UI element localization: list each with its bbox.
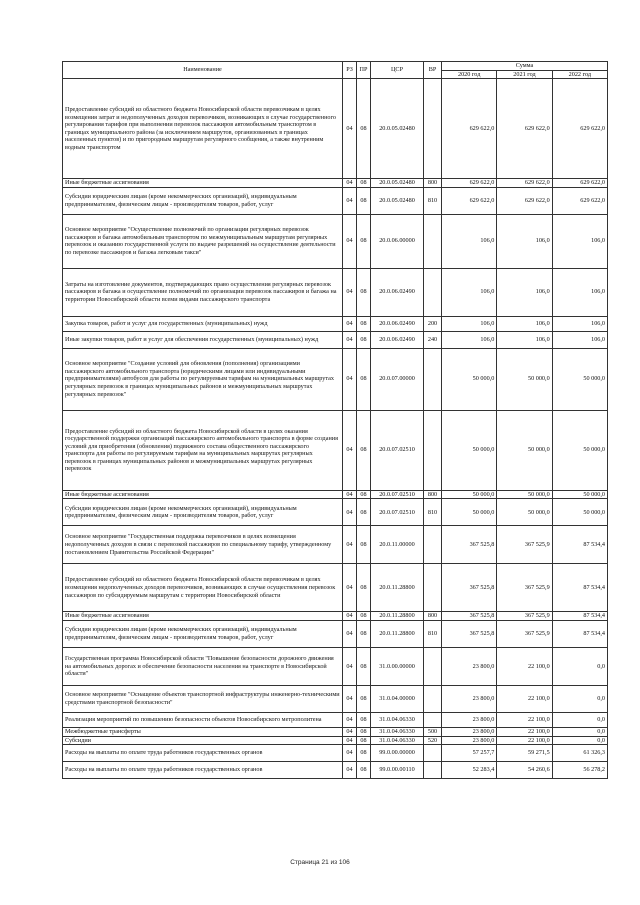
- table-row: [63, 187, 608, 214]
- cell-pr: 08: [357, 490, 371, 499]
- cell-2022: 629 622,0: [552, 187, 607, 214]
- cell-2020: 50 000,0: [442, 490, 497, 499]
- cell-csr: 20.0.07.02510: [371, 490, 424, 499]
- cell-rz: 04: [343, 79, 357, 179]
- cell-2021: 50 000,0: [497, 410, 552, 490]
- cell-2022: 0,0: [552, 685, 607, 712]
- cell-rz: 04: [343, 620, 357, 647]
- cell-2020: 52 283,4: [442, 762, 497, 779]
- cell-rz: 04: [343, 490, 357, 499]
- table-row: [63, 745, 608, 762]
- cell-vr: 800: [424, 179, 442, 188]
- cell-2021: 367 525,9: [497, 564, 552, 612]
- cell-pr: 08: [357, 736, 371, 745]
- cell-pr: 08: [357, 612, 371, 621]
- header-csr: ЦСР: [371, 62, 424, 79]
- cell-rz: 04: [343, 647, 357, 685]
- cell-2020: 629 622,0: [442, 187, 497, 214]
- cell-vr: 500: [424, 727, 442, 736]
- cell-vr: 200: [424, 316, 442, 331]
- table-row: [63, 620, 608, 647]
- table-row: [63, 499, 608, 526]
- cell-name: Предоставление субсидий из областного бюджета Новосибирской области в целях оказания государственной поддержки организаций пассажирского автомобильного транспорта в форме создания условий для приобретения (обновления) подвижного состава общественного пассажирского транспорта для работы по регулируемым тарифам на муниципальных маршрутах регулярных перевозок в границах муниципальных районов и межмуниципальных маршрутах регулярных перевозок: [63, 410, 343, 490]
- cell-csr: 20.0.11.00000: [371, 526, 424, 564]
- cell-pr: 08: [357, 526, 371, 564]
- cell-2022: 106,0: [552, 268, 607, 316]
- cell-2021: 106,0: [497, 316, 552, 331]
- cell-2020: 23 800,0: [442, 736, 497, 745]
- table-row: [63, 712, 608, 727]
- cell-name: Субсидии юридическим лицам (кроме некоммерческих организаций), индивидуальным предпринимателям, физическим лицам - производителям товаров, работ, услуг: [63, 499, 343, 526]
- cell-vr: 520: [424, 736, 442, 745]
- cell-2022: 0,0: [552, 647, 607, 685]
- table-row: [63, 316, 608, 331]
- cell-2020: 23 800,0: [442, 712, 497, 727]
- cell-pr: 08: [357, 331, 371, 348]
- cell-vr: [424, 685, 442, 712]
- cell-2021: 629 622,0: [497, 179, 552, 188]
- cell-rz: 04: [343, 499, 357, 526]
- cell-rz: 04: [343, 745, 357, 762]
- cell-2021: 50 000,0: [497, 348, 552, 410]
- cell-2022: 629 622,0: [552, 179, 607, 188]
- cell-2021: 50 000,0: [497, 499, 552, 526]
- cell-name: Межбюджетные трансферты: [63, 727, 343, 736]
- cell-2020: 23 800,0: [442, 727, 497, 736]
- cell-vr: [424, 745, 442, 762]
- cell-2020: 23 800,0: [442, 647, 497, 685]
- cell-2020: 23 800,0: [442, 685, 497, 712]
- table-row: [63, 762, 608, 779]
- header-rz: РЗ: [343, 62, 357, 79]
- cell-rz: 04: [343, 612, 357, 621]
- cell-2021: 22 100,0: [497, 647, 552, 685]
- cell-vr: [424, 214, 442, 268]
- cell-2020: 367 525,8: [442, 526, 497, 564]
- cell-csr: 20.0.05.02480: [371, 187, 424, 214]
- cell-vr: [424, 79, 442, 179]
- table-row: [63, 268, 608, 316]
- cell-name: Иные бюджетные ассигнования: [63, 612, 343, 621]
- cell-csr: 20.0.06.02490: [371, 331, 424, 348]
- cell-2020: 106,0: [442, 316, 497, 331]
- cell-2021: 54 260,6: [497, 762, 552, 779]
- header-year-2020: 2020 год: [442, 70, 497, 79]
- header-year-2022: 2022 год: [552, 70, 607, 79]
- table-row: [63, 331, 608, 348]
- cell-2022: 87 534,4: [552, 620, 607, 647]
- table-row: [63, 727, 608, 736]
- cell-pr: 08: [357, 348, 371, 410]
- cell-2021: 367 525,9: [497, 526, 552, 564]
- cell-name: Субсидии: [63, 736, 343, 745]
- cell-2022: 50 000,0: [552, 499, 607, 526]
- cell-name: Субсидии юридическим лицам (кроме некоммерческих организаций), индивидуальным предпринимателям, физическим лицам - производителям товаров, работ, услуг: [63, 620, 343, 647]
- cell-csr: 20.0.07.00000: [371, 348, 424, 410]
- cell-rz: 04: [343, 179, 357, 188]
- cell-2022: 50 000,0: [552, 348, 607, 410]
- cell-2020: 50 000,0: [442, 499, 497, 526]
- cell-name: Основное мероприятие "Создание условий для обновления (пополнения) организациями пассажирского автомобильного транспорта (юридическими лицами или индивидуальными предпринимателями) автобусов для работы по регулируемым тарифам на муниципальных маршрутах регулярных перевозок в границах муниципальных районов и межмуниципальных маршрутах регулярных перевозок": [63, 348, 343, 410]
- cell-2022: 0,0: [552, 736, 607, 745]
- cell-csr: 20.0.06.02490: [371, 268, 424, 316]
- cell-vr: 810: [424, 187, 442, 214]
- cell-rz: 04: [343, 736, 357, 745]
- cell-csr: 20.0.11.28800: [371, 612, 424, 621]
- cell-name: Реализация мероприятий по повышению безопасности объектов Новосибирского метрополитена: [63, 712, 343, 727]
- cell-2022: 50 000,0: [552, 490, 607, 499]
- cell-2021: 629 622,0: [497, 187, 552, 214]
- cell-name: Иные бюджетные ассигнования: [63, 179, 343, 188]
- cell-vr: 800: [424, 490, 442, 499]
- cell-csr: 31.0.04.06330: [371, 727, 424, 736]
- cell-2020: 367 525,8: [442, 612, 497, 621]
- cell-csr: 99.0.00.00110: [371, 762, 424, 779]
- cell-2020: 629 622,0: [442, 79, 497, 179]
- cell-2022: 106,0: [552, 316, 607, 331]
- cell-2021: 367 525,9: [497, 612, 552, 621]
- cell-2022: 56 278,2: [552, 762, 607, 779]
- cell-2022: 87 534,4: [552, 526, 607, 564]
- cell-name: Предоставление субсидий из областного бюджета Новосибирской области перевозчикам в целях возмещения затрат и недополученных доходов перевозчиков, возникающих в случае государственного регулирования тарифов при выполнении перевозок пассажиров автомобильным транспортом в границах муниципального района (за исключением маршрутов, организованных в границах населенных пунктов) и по пригородным маршрутам регулярного сообщения, а также внутренним водным транспортом: [63, 79, 343, 179]
- cell-vr: [424, 647, 442, 685]
- cell-name: Расходы на выплаты по оплате труда работников государственных органов: [63, 745, 343, 762]
- cell-vr: 800: [424, 612, 442, 621]
- table-row: [63, 736, 608, 745]
- cell-vr: [424, 410, 442, 490]
- cell-rz: 04: [343, 526, 357, 564]
- header-vr: ВР: [424, 62, 442, 79]
- table-row: [63, 490, 608, 499]
- table-row: [63, 647, 608, 685]
- cell-rz: 04: [343, 712, 357, 727]
- cell-rz: 04: [343, 331, 357, 348]
- cell-rz: 04: [343, 564, 357, 612]
- cell-pr: 08: [357, 268, 371, 316]
- cell-2020: 367 525,8: [442, 620, 497, 647]
- cell-2022: 87 534,4: [552, 612, 607, 621]
- cell-vr: [424, 564, 442, 612]
- cell-2022: 87 534,4: [552, 564, 607, 612]
- table-row: [63, 685, 608, 712]
- cell-vr: [424, 268, 442, 316]
- cell-2022: 106,0: [552, 214, 607, 268]
- cell-csr: 20.0.11.28800: [371, 620, 424, 647]
- cell-name: Основное мероприятие "Осуществление полномочий по организации регулярных перевозок пассажиров и багажа автомобильным транспортом по межмуниципальным маршрутам регулярных перевозок и оказанию государственной услуги по выдаче разрешений на осуществление деятельности по перевозке пассажиров и багажа легковым такси": [63, 214, 343, 268]
- cell-pr: 08: [357, 564, 371, 612]
- cell-rz: 04: [343, 268, 357, 316]
- cell-2020: 106,0: [442, 268, 497, 316]
- table-row: [63, 179, 608, 188]
- table-row: [63, 214, 608, 268]
- cell-csr: 20.0.11.28800: [371, 564, 424, 612]
- cell-csr: 99.0.00.00000: [371, 745, 424, 762]
- table-body: [63, 79, 608, 779]
- cell-csr: 20.0.07.02510: [371, 499, 424, 526]
- cell-2022: 106,0: [552, 331, 607, 348]
- cell-rz: 04: [343, 685, 357, 712]
- cell-2021: 367 525,9: [497, 620, 552, 647]
- cell-2021: 22 100,0: [497, 736, 552, 745]
- cell-name: Расходы на выплаты по оплате труда работников государственных органов: [63, 762, 343, 779]
- header-pr: ПР: [357, 62, 371, 79]
- table-row: [63, 564, 608, 612]
- cell-pr: 08: [357, 727, 371, 736]
- cell-pr: 08: [357, 214, 371, 268]
- cell-pr: 08: [357, 410, 371, 490]
- cell-rz: 04: [343, 348, 357, 410]
- cell-rz: 04: [343, 762, 357, 779]
- cell-pr: 08: [357, 79, 371, 179]
- cell-pr: 08: [357, 499, 371, 526]
- cell-2021: 50 000,0: [497, 490, 552, 499]
- cell-2022: 61 326,3: [552, 745, 607, 762]
- cell-2021: 59 271,5: [497, 745, 552, 762]
- cell-2020: 629 622,0: [442, 179, 497, 188]
- cell-pr: 08: [357, 685, 371, 712]
- cell-2021: 106,0: [497, 331, 552, 348]
- cell-vr: [424, 526, 442, 564]
- cell-pr: 08: [357, 620, 371, 647]
- cell-2021: 22 100,0: [497, 685, 552, 712]
- table-row: [63, 348, 608, 410]
- cell-pr: 08: [357, 745, 371, 762]
- header-year-2021: 2021 год: [497, 70, 552, 79]
- cell-rz: 04: [343, 316, 357, 331]
- cell-2022: 629 622,0: [552, 79, 607, 179]
- cell-name: Закупка товаров, работ и услуг для государственных (муниципальных) нужд: [63, 316, 343, 331]
- cell-vr: 810: [424, 620, 442, 647]
- cell-rz: 04: [343, 214, 357, 268]
- header-name: Наименование: [63, 62, 343, 79]
- cell-name: Иные бюджетные ассигнования: [63, 490, 343, 499]
- cell-csr: 31.0.04.00000: [371, 685, 424, 712]
- cell-name: Субсидии юридическим лицам (кроме некоммерческих организаций), индивидуальным предпринимателям, физическим лицам - производителям товаров, работ, услуг: [63, 187, 343, 214]
- cell-pr: 08: [357, 187, 371, 214]
- cell-2021: 22 100,0: [497, 727, 552, 736]
- cell-2022: 50 000,0: [552, 410, 607, 490]
- cell-2020: 367 525,8: [442, 564, 497, 612]
- cell-pr: 08: [357, 762, 371, 779]
- cell-pr: 08: [357, 647, 371, 685]
- cell-rz: 04: [343, 410, 357, 490]
- header-sum: Сумма: [442, 62, 608, 71]
- cell-csr: 20.0.05.02480: [371, 79, 424, 179]
- cell-2021: 629 622,0: [497, 79, 552, 179]
- cell-2022: 0,0: [552, 712, 607, 727]
- cell-vr: 810: [424, 499, 442, 526]
- cell-pr: 08: [357, 316, 371, 331]
- cell-csr: 20.0.06.02490: [371, 316, 424, 331]
- cell-pr: 08: [357, 712, 371, 727]
- cell-2021: 106,0: [497, 268, 552, 316]
- cell-vr: [424, 762, 442, 779]
- budget-table: [62, 61, 608, 779]
- cell-2020: 106,0: [442, 214, 497, 268]
- table-row: [63, 612, 608, 621]
- cell-2020: 57 257,7: [442, 745, 497, 762]
- cell-vr: [424, 348, 442, 410]
- cell-2020: 106,0: [442, 331, 497, 348]
- cell-name: Иные закупки товаров, работ и услуг для обеспечения государственных (муниципальных) нужд: [63, 331, 343, 348]
- table-header: [63, 62, 608, 79]
- cell-csr: 31.0.04.06330: [371, 712, 424, 727]
- table-row: [63, 79, 608, 179]
- cell-csr: 31.0.00.00000: [371, 647, 424, 685]
- cell-csr: 20.0.07.02510: [371, 410, 424, 490]
- cell-2022: 0,0: [552, 727, 607, 736]
- cell-vr: [424, 712, 442, 727]
- page-number: Страница 21 из 106: [290, 859, 350, 866]
- table-row: [63, 410, 608, 490]
- cell-csr: 31.0.04.06330: [371, 736, 424, 745]
- cell-2021: 22 100,0: [497, 712, 552, 727]
- cell-vr: 240: [424, 331, 442, 348]
- cell-csr: 20.0.06.00000: [371, 214, 424, 268]
- cell-name: Предоставление субсидий из областного бюджета Новосибирской области перевозчикам в целях возмещения недополученных доходов перевозчиков, возникающих в случае осуществления перевозок пассажиров по субсидируемым маршрутам с территории Новосибирской области: [63, 564, 343, 612]
- cell-rz: 04: [343, 727, 357, 736]
- cell-rz: 04: [343, 187, 357, 214]
- cell-name: Государственная программа Новосибирской области "Повышение безопасности дорожного движения на автомобильных дорогах и обеспечение безопасности населения на транспорте в Новосибирской области": [63, 647, 343, 685]
- cell-2020: 50 000,0: [442, 410, 497, 490]
- cell-2020: 50 000,0: [442, 348, 497, 410]
- cell-name: Затраты на изготовление документов, подтверждающих право осуществления регулярных перевозок пассажиров и багажа и осуществление полномочий по организации перевозок пассажиров и багажа на территории Новосибирской области всеми видами пассажирского транспорта: [63, 268, 343, 316]
- cell-2021: 106,0: [497, 214, 552, 268]
- cell-name: Основное мероприятие "Государственная поддержка перевозчиков в целях возмещения недополученных доходов в связи с перевозкой пассажиров по специальному тарифу, утвержденному постановлением Правительства Российской Федерации": [63, 526, 343, 564]
- cell-csr: 20.0.05.02480: [371, 179, 424, 188]
- table-row: [63, 526, 608, 564]
- cell-pr: 08: [357, 179, 371, 188]
- cell-name: Основное мероприятие "Оснащение объектов транспортной инфраструктуры инженерно-техническими средствами транспортной безопасности": [63, 685, 343, 712]
